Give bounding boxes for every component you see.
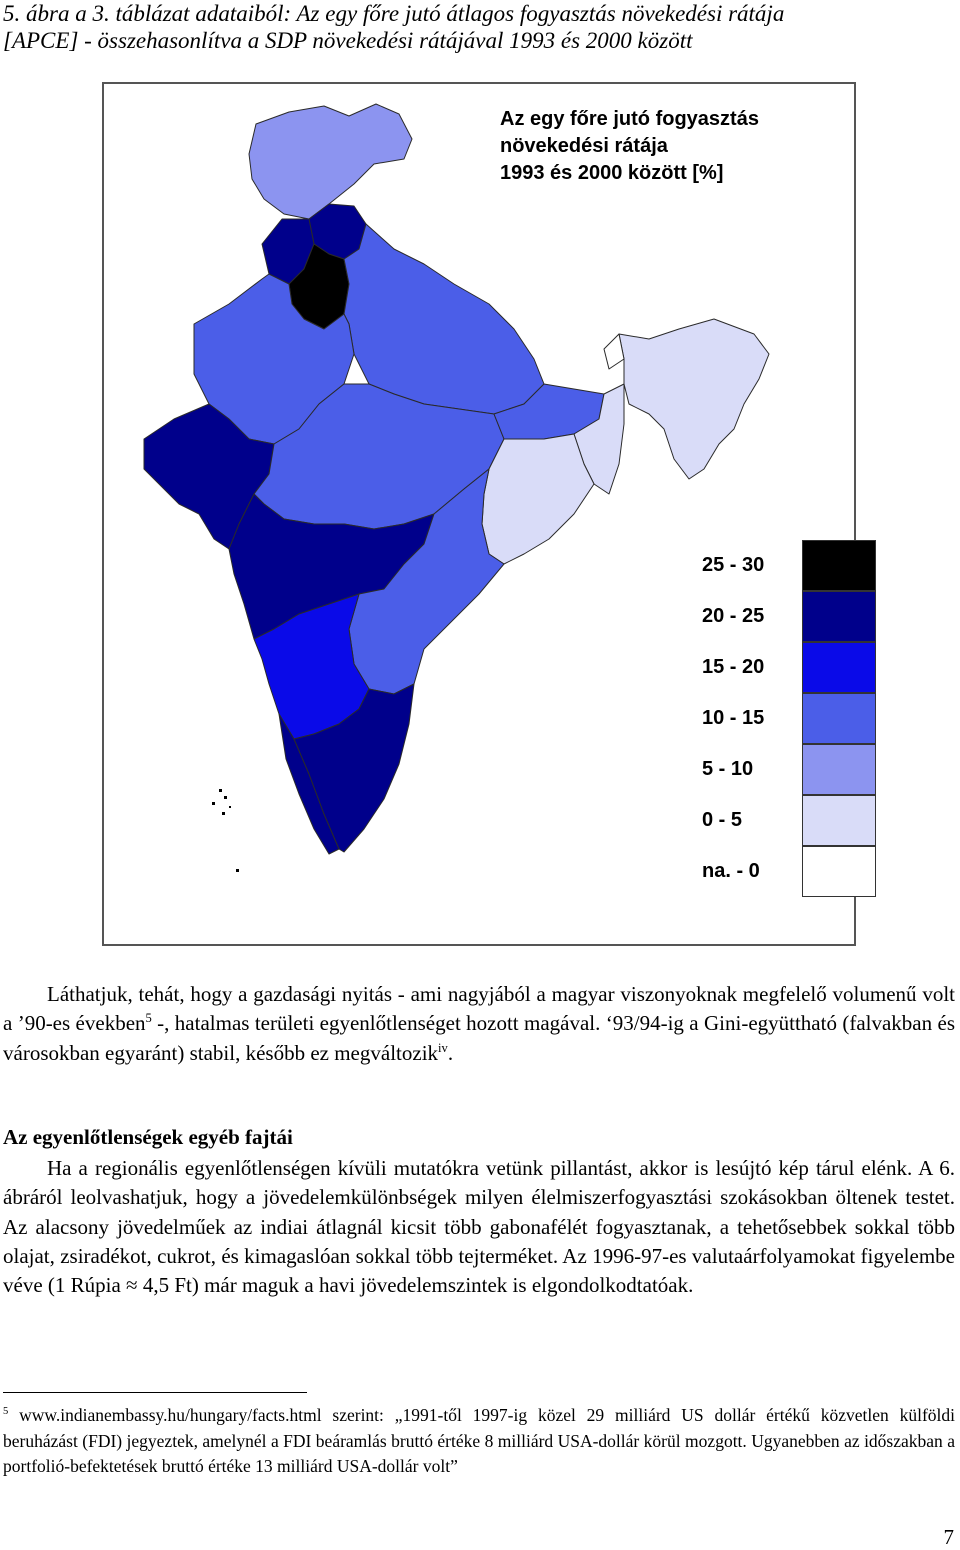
legend-swatch [802, 795, 876, 846]
footnote-ref-5: 5 [145, 1011, 152, 1026]
legend-row [702, 642, 882, 693]
legend-label: 15 - 20 [702, 656, 765, 678]
map-title-line-1: Az egy főre jutó fogyasztás [500, 108, 759, 130]
legend-swatch [802, 642, 876, 693]
paragraph-1 [3, 980, 955, 1068]
paragraph-1-text-c: . [447, 1040, 454, 1065]
legend-swatch [802, 846, 876, 897]
legend-swatch [802, 591, 876, 642]
legend-swatch [802, 693, 876, 744]
legend-label: 20 - 25 [702, 605, 765, 627]
endnote-ref-iv: iv [438, 1040, 448, 1055]
region-orissa [482, 434, 594, 564]
page-number: 7 [943, 1525, 954, 1549]
paragraph-2 [3, 1154, 955, 1300]
footnote-text: www.indianembassy.hu/hungary/facts.html szerint: „1991-től 1997-ig közel 29 milliárd US dollár értékű közvetlen külföldi beruházást (FDI) jegyeztek, amelynél a FDI beáramlás bruttó értéke 8 milliárd USA-dollár körül mozgott. Ugyanebben az időszakban a portfolió-befektetések bruttó értéke 13 milliárd USA-dollár volt” [3, 1405, 955, 1476]
map-title-line-3: 1993 és 2000 között [%] [500, 162, 724, 184]
paragraph-1-text-b: -, hatalmas területi egyenlőtlenséget hozott magával. ‘93/94-ig a Gini-együttható (falvakban és városokban egyaránt) stabil, később ez megváltozik [3, 1011, 955, 1065]
caption-line-1: 5. ábra a 3. táblázat adataiból: Az egy főre jutó átlagos fogyasztás növekedési rátája [3, 1, 785, 26]
legend-label: 25 - 30 [702, 554, 765, 576]
footnote [3, 1403, 955, 1480]
map-title-line-2: növekedési rátája [500, 135, 668, 157]
legend-row [702, 795, 882, 846]
legend-label: na. - 0 [702, 860, 760, 882]
legend-label: 10 - 15 [702, 707, 765, 729]
caption-line-2: [APCE] - összehasonlítva a SDP növekedési rátájával 1993 és 2000 között [3, 28, 693, 53]
legend-label: 5 - 10 [702, 758, 754, 780]
legend-swatch [802, 540, 876, 591]
legend-row [702, 540, 882, 591]
region-jammu-kashmir [249, 104, 412, 219]
legend-swatch [802, 744, 876, 795]
paragraph-2-text: Ha a regionális egyenlőtlenségen kívüli mutatókra vetünk pillantást, akkor is lesújtó kép tárul elénk. A 6. ábráról leolvashatjuk, hogy a jövedelemkülönbségek milyen élelmiszerfogyasztási szokásokban öltenek testet. Az alacsony jövedelműek az indiai átlagnál kicsit több gabonafélét fogyasztanak, a tehetősebbek sokkal több olajat, zsiradékot, cukrot, és kimagaslóan sokkal több tejterméket. Az 1996-97-es valutaárfolyamokat figyelembe véve (1 Rúpia ≈ 4,5 Ft) már maguk a havi jövedelemszintek is elgondolkodtatóak. [3, 1156, 955, 1298]
section-heading: Az egyenlőtlenségek egyéb fajtái [3, 1125, 293, 1149]
legend-row [702, 744, 882, 795]
region-northeast [619, 319, 769, 479]
footnote-separator [3, 1392, 307, 1393]
legend-row [702, 693, 882, 744]
india-choropleth-map [102, 82, 856, 946]
map-title [500, 106, 759, 187]
figure-caption [3, 0, 953, 54]
legend-row [702, 591, 882, 642]
legend-row [702, 846, 882, 897]
legend-label: 0 - 5 [702, 809, 743, 831]
paragraph-1-text-a: Láthatjuk, tehát, hogy a gazdasági nyitás - ami nagyjából a magyar viszonyoknak megfelelő volumenű volt a ’90-es években [3, 982, 955, 1036]
footnote-number: 5 [3, 1406, 9, 1418]
